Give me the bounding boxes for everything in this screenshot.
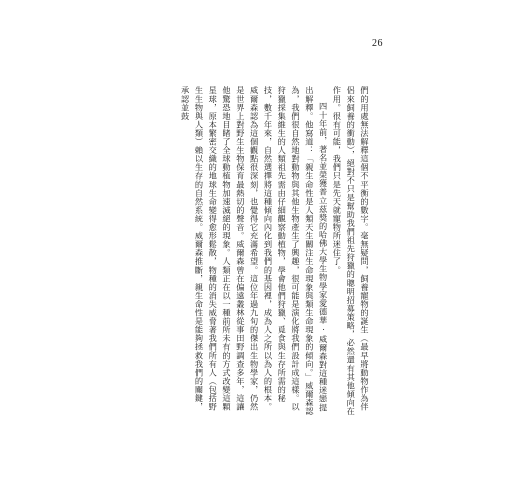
- body-text: [156, 86, 371, 416]
- paragraph-wilson: 四十年前，著名並榮獲普立茲獎的哈佛大學生物學家愛德華·威爾森對這種迷戀提出解釋。他寫道：「親生命性是人類天生關注生命現象與類生命現象的傾向。」威爾森認為，我們很自然地對動物與其他生物產生了興趣，很可能是演化將我們設計成這樣。以狩獵採集維生的人類祖先需由仔細觀察動植物，學會他們狩獵、覓食與生存所需的秘技，數千年來，自然選擇將這種傾向內化到我們的基因裡，成為人之所以為人的根本。威爾森認為這個觀點很深刻，也覺得它充滿希望。這位年過九旬的傑出生物學家，仍然是世界上對野生生物保育最熱切的聲音。威爾森曾在偏遠叢林從事田野調查多年，這讓他驚恐地目睹了全球動植物加速滅絕的現象。人類正在以一種前所未有的方式改變這顆星球，原本繁密交織的地球生命變得愈形鬆散，物種的消失威脅著我們所有人（包括野生生物與人類）賴以生存的自然系統。威爾森推斷，親生命性是能夠拯救我們的關鍵，承認並鼓: [180, 86, 329, 416]
- page-number: 26: [372, 38, 383, 49]
- paragraph-continuation: 們的用處無法解釋這個不平衡的數字。毫無疑問，飼養寵物的誕生（最早將動物作為伴侶來飼養的衝動），絕對不只是幫助我們祖先狩獵的聰明招募策略，必然還有其他傾向在作用。很有可能，我們只是先天就寵物所迷住了。: [332, 86, 370, 416]
